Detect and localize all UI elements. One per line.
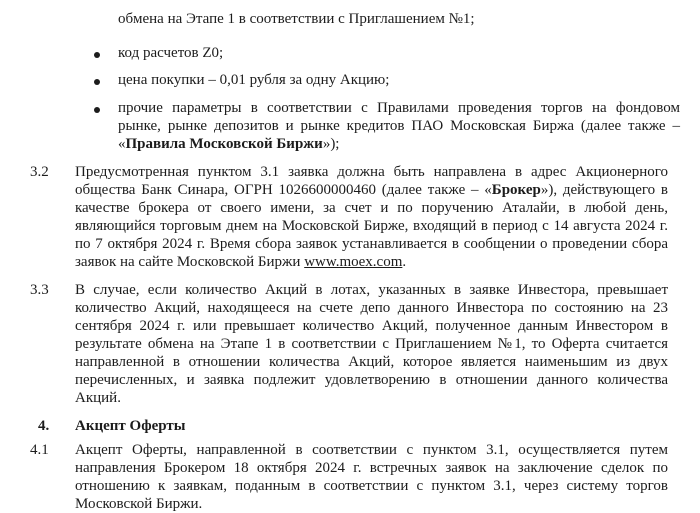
clause-4-1-last-line: Московской Биржи. <box>75 496 203 512</box>
clause-4-1-line: Акцепт Оферты, направленной в соответствии с пунктом 3.1, осуществляется путем <box>75 442 668 458</box>
clause-3-3-line: результате обмена на Этапе 1 в соответствии с Приглашением №1, то Оферта считается <box>75 336 668 352</box>
bullet-marker <box>94 107 100 113</box>
clause-3-2-line: являющийся торговым днем на Московской Бирже, входящий в период с 14 августа 2024 г. <box>75 218 668 234</box>
clause-4-1-line: направления Брокером 18 октября 2024 г. встречных заявок на заключение сделок по <box>75 460 668 476</box>
bullet-item-other-params-last: «Правила Московской Биржи»); <box>118 136 340 152</box>
clause-number: 3.2 <box>30 164 49 180</box>
bullet-continuation-text: обмена на Этапе 1 в соответствии с Приглашением №1; <box>118 11 475 27</box>
clause-number: 4.1 <box>30 442 49 458</box>
clause-3-2-line: качестве брокера от своего имени, за счет и по поручению Аталайи, в любой день, <box>75 200 668 216</box>
bullet-marker <box>94 79 100 85</box>
clause-4-1-line: отношению к заявкам, поданным в соответствии с пунктом 3.1, через систему торгов <box>75 478 668 494</box>
clause-3-3-line: перечисленных, и заявка подлежит удовлетворению в отношении данного количества <box>75 372 668 388</box>
clause-3-2-line: по 7 октября 2024 г. Время сбора заявок устанавливается в сообщении о проведении сбора <box>75 236 668 252</box>
clause-3-3-line: направленной в отношении количества Акций, которое является наименьшим из двух <box>75 354 668 370</box>
defined-term-moex-rules: Правила Московской Биржи <box>125 136 323 152</box>
defined-term-broker: Брокер <box>491 182 541 198</box>
clause-number: 3.3 <box>30 282 49 298</box>
bullet-item-settlement-code: код расчетов Z0; <box>118 45 224 61</box>
clause-3-2-line: Предусмотренная пунктом 3.1 заявка должна быть направлена в адрес Акционерного <box>75 164 668 180</box>
clause-3-3-line: В случае, если количество Акций в лотах, указанных в заявке Инвестора, превышает <box>75 282 668 298</box>
section-title: Акцепт Оферты <box>75 418 186 434</box>
bullet-item-purchase-price: цена покупки – 0,01 рубля за одну Акцию; <box>118 72 390 88</box>
clause-3-2-line: общества Банк Синара, ОГРН 1026600000460 (далее также – «Брокер»), действующего в <box>75 182 668 198</box>
bullet-marker <box>94 52 100 58</box>
section-number: 4. <box>38 418 50 434</box>
bullet-item-other-params-line: прочие параметры в соответствии с Правилами проведения торгов на фондовом <box>118 100 680 116</box>
clause-3-3-line: количество Акций, находящееся на счете депо данного Инвестора по состоянию на 23 <box>75 300 668 316</box>
clause-3-2-last-line: заявок на сайте Московской Биржи www.moex.com. <box>75 254 407 270</box>
clause-3-3-line: сентября 2024 г. или превышает количество Акций, полученное данным Инвестором в <box>75 318 668 334</box>
moex-website-link[interactable]: www.moex.com <box>304 254 403 270</box>
bullet-item-other-params-line: рынке, рынке депозитов и рынке кредитов ПАО Московская Биржа (далее также – <box>118 118 680 134</box>
clause-3-3-last-line: Акций. <box>75 390 121 406</box>
